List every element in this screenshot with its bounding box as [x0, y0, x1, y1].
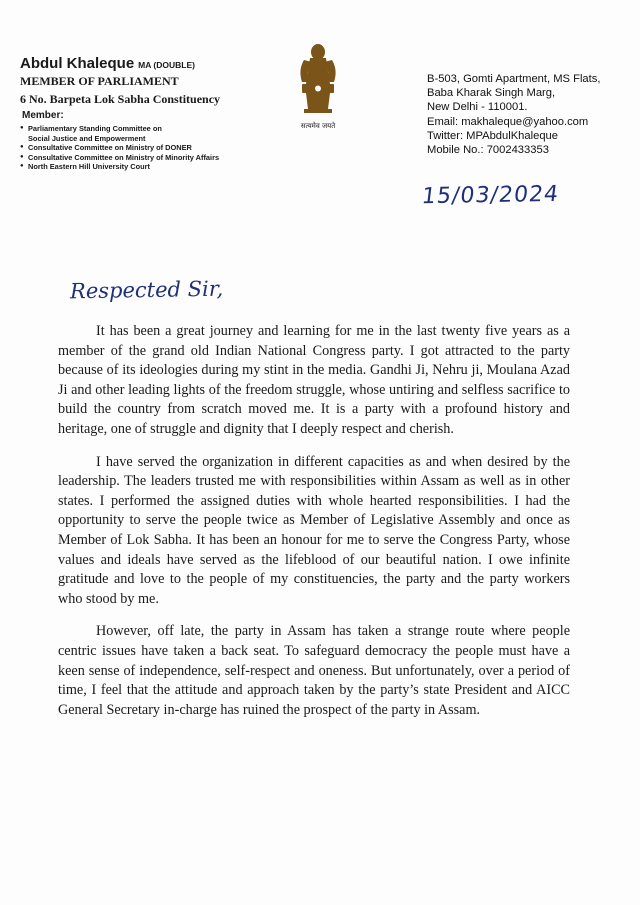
committee-item: ● Consultative Committee on Ministry of Minority Affairs [20, 153, 219, 163]
address-line: Baba Kharak Singh Marg, [427, 87, 556, 100]
committee-item: ● Consultative Committee on Ministry of DONER [20, 143, 219, 153]
sender-constituency: 6 No. Barpeta Lok Sabha Constituency [20, 92, 221, 106]
sender-degree: MA (DOUBLE) [138, 60, 195, 70]
email-line: Email: makhaleque@yahoo.com [427, 115, 589, 128]
emblem-motto: सत्यमेव जयते [300, 122, 336, 130]
body-paragraph: It has been a great journey and learning for me in the last twenty five years as a member of the grand old Indian National Congress party. I got attracted to the party because of its ideologies during my stint in the media. Gandhi Ji, Nehru ji, Moulana Azad Ji and other leading lights of the freedom struggle, whose untiring and selfless sacrifice to build the country from scratch moved me. It is a party with a profound history and heritage, one of struggle and dignity that I deeply respect and cherish. [58, 323, 570, 437]
letter-body [58, 322, 570, 733]
sender-name [20, 55, 195, 72]
address-line: New Delhi - 110001. [427, 101, 528, 114]
committee-item: ● Parliamentary Standing Committee on Social Justice and Empowerment [20, 124, 219, 143]
sender-address [427, 72, 600, 157]
handwritten-salutation: Respected Sir, [69, 276, 224, 304]
sender-designation: MEMBER OF PARLIAMENT [20, 74, 179, 88]
body-paragraph: However, off late, the party in Assam has taken a strange route where people centric issues have taken a back seat. To safeguard democracy the people must have a keen sense of independence, self-respect and oneness. But unfortunately, over a period of time, I feel that the attitude and approach taken by the party’s state President and AICC General Secretary in-charge has ruined the prospect of the party in Assam. [58, 623, 570, 718]
member-label: Member: [22, 110, 64, 121]
committee-list [20, 124, 219, 172]
twitter-line: Twitter: MPAbdulKhaleque [427, 129, 559, 142]
address-line: B-503, Gomti Apartment, MS Flats, [427, 73, 601, 85]
body-paragraph: I have served the organization in different capacities as and when desired by the leadership. The leaders trusted me with responsibilities within Assam as well as in other states. I performed the assigned duties with whole hearted responsibilities. I had the opportunity to serve the people twice as Member of Legislative Assembly and once as Member of Lok Sabha. It has been an honour for me to serve the Congress Party, whose values and ideals have served as the lifeblood of our beautiful nation. I owe infinite gratitude and love to the people of my constituencies, the party and the party workers who stood by me. [58, 453, 570, 607]
sender-name-text: Abdul Khaleque [20, 55, 135, 72]
committee-item: ● North Eastern Hill University Court [20, 162, 219, 172]
mobile-line: Mobile No.: 7002433353 [427, 144, 549, 157]
handwritten-date: 15/03/2024 [420, 181, 561, 210]
